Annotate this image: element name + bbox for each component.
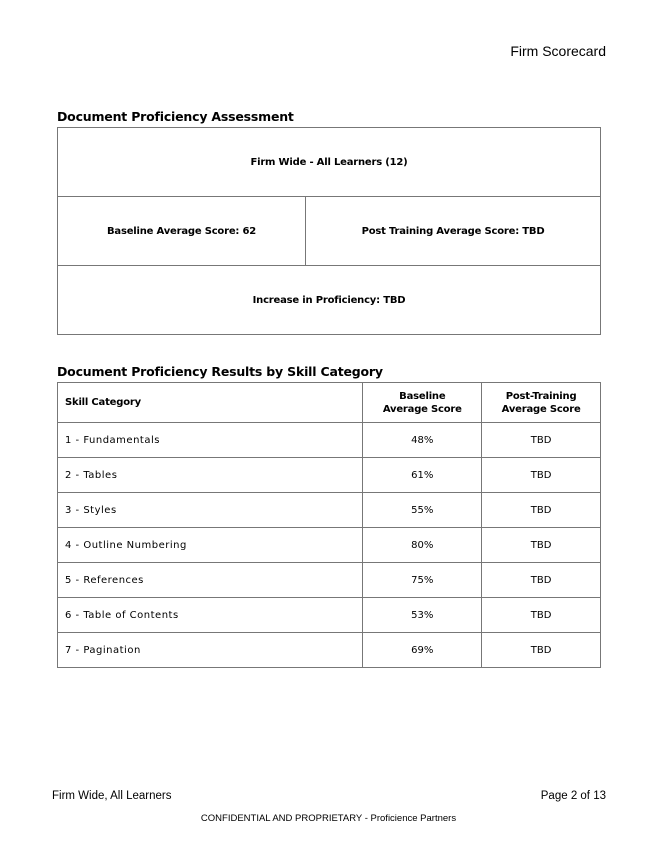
footer-confidential: CONFIDENTIAL AND PROPRIETARY - Proficience Partners [200,813,457,824]
results-heading: Document Proficiency Results by Skill Category [57,364,383,379]
table-row [58,458,601,493]
baseline-cell: 48% [363,423,482,458]
table-row [58,563,601,598]
baseline-cell: 75% [363,563,482,598]
baseline-cell: 53% [363,598,482,633]
post-training-cell: TBD [482,493,601,528]
post-training-cell: TBD [482,423,601,458]
skill-category-cell: 2 - Tables [58,458,363,493]
post-training-score-cell: Post Training Average Score: TBD [306,197,601,266]
baseline-cell: 55% [363,493,482,528]
table-row [58,633,601,668]
table-row [58,598,601,633]
skill-category-cell: 1 - Fundamentals [58,423,363,458]
skill-category-cell: 3 - Styles [58,493,363,528]
table-header-row [58,383,601,423]
baseline-cell: 61% [363,458,482,493]
col-skill-category: Skill Category [58,383,363,423]
col-baseline-line2: Average Score [382,403,462,415]
baseline-score-cell: Baseline Average Score: 62 [58,197,306,266]
assessment-table [57,127,601,335]
skill-category-cell: 7 - Pagination [58,633,363,668]
baseline-cell: 69% [363,633,482,668]
col-post-line1: Post-Training [505,390,577,402]
skill-results-table [57,382,601,668]
skill-category-cell: 6 - Table of Contents [58,598,363,633]
table-row [58,493,601,528]
assessment-group-cell: Firm Wide - All Learners (12) [58,128,601,197]
skill-category-cell: 5 - References [58,563,363,598]
post-training-cell: TBD [482,633,601,668]
footer-page-number: Page 2 of 13 [540,790,606,802]
page-header-title: Firm Scorecard [510,43,606,59]
assessment-heading: Document Proficiency Assessment [57,109,294,124]
post-training-cell: TBD [482,598,601,633]
baseline-cell: 80% [363,528,482,563]
col-baseline-average [363,383,482,423]
post-training-cell: TBD [482,563,601,598]
col-baseline-line1: Baseline [399,390,446,402]
col-post-line2: Average Score [501,403,581,415]
skill-category-cell: 4 - Outline Numbering [58,528,363,563]
table-row [58,528,601,563]
footer-scope: Firm Wide, All Learners [52,790,172,802]
col-post-training-average [482,383,601,423]
table-row [58,423,601,458]
increase-proficiency-cell: Increase in Proficiency: TBD [58,266,601,335]
post-training-cell: TBD [482,528,601,563]
post-training-cell: TBD [482,458,601,493]
